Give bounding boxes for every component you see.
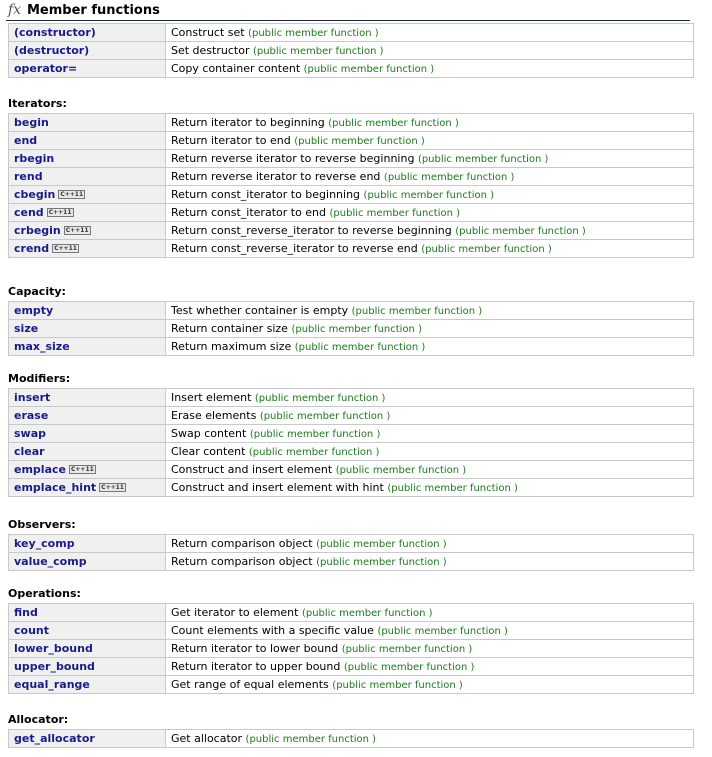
function-kind: (public member function )	[421, 243, 552, 255]
function-name-link[interactable]	[9, 479, 166, 497]
function-description-cell	[166, 204, 694, 222]
function-kind: (public member function )	[291, 323, 422, 335]
function-name-link[interactable]	[9, 114, 166, 132]
function-description: Return maximum size	[171, 339, 292, 353]
function-name-link[interactable]	[9, 407, 166, 425]
function-name-link[interactable]	[9, 604, 166, 622]
function-kind: (public member function )	[328, 117, 459, 129]
function-name-link[interactable]	[9, 42, 166, 60]
function-kind: (public member function )	[316, 556, 447, 568]
function-name-link[interactable]	[9, 150, 166, 168]
member-table	[8, 534, 694, 571]
table-row	[9, 553, 694, 571]
member-table	[8, 301, 694, 356]
function-name: erase	[14, 409, 49, 422]
table-row	[9, 604, 694, 622]
table-row	[9, 389, 694, 407]
group-label: Observers:	[8, 518, 76, 531]
function-kind: (public member function )	[335, 464, 467, 476]
table-row	[9, 640, 694, 658]
function-name: cbegin	[14, 188, 56, 201]
group-label: Modifiers:	[8, 372, 71, 385]
function-kind: (public member function )	[383, 171, 515, 183]
function-kind: (public member function )	[377, 625, 508, 637]
function-description: Clear content	[171, 444, 246, 458]
function-description: Get iterator to element	[171, 605, 299, 619]
function-kind: (public member function )	[254, 392, 386, 404]
function-description: Set destructor	[171, 43, 250, 57]
function-description-cell	[166, 553, 694, 571]
function-description-cell	[166, 42, 694, 60]
table-row	[9, 150, 694, 168]
function-description-cell	[166, 461, 694, 479]
function-kind: (public member function )	[249, 428, 381, 440]
function-name: key_comp	[14, 537, 75, 550]
section-title: Member functions	[27, 3, 160, 18]
function-icon: fx	[8, 2, 22, 18]
member-table	[8, 603, 694, 694]
function-kind: (public member function )	[316, 538, 447, 550]
function-name-link[interactable]	[9, 622, 166, 640]
group-label: Capacity:	[8, 285, 66, 298]
function-description-cell	[166, 443, 694, 461]
function-description-cell	[166, 640, 694, 658]
function-kind: (public member function )	[363, 189, 495, 201]
function-kind: (public member function )	[329, 207, 461, 219]
table-row	[9, 479, 694, 497]
member-table	[8, 113, 694, 258]
table-row	[9, 42, 694, 60]
function-name: end	[14, 134, 38, 147]
cpp11-badge: C++11	[65, 227, 89, 234]
cpp11-badge: C++11	[54, 245, 77, 252]
function-name: size	[14, 322, 39, 335]
table-row	[9, 443, 694, 461]
table-row	[9, 407, 694, 425]
cpp11-badge: C++11	[48, 209, 72, 216]
group-label: Allocator:	[8, 713, 69, 726]
function-description: Test whether container is empty	[171, 303, 349, 317]
function-description-cell	[166, 730, 694, 748]
function-description-cell	[166, 604, 694, 622]
function-kind: (public member function )	[294, 135, 425, 147]
function-name: lower_bound	[14, 642, 93, 655]
function-name-link[interactable]	[9, 320, 166, 338]
function-description-cell	[166, 320, 694, 338]
function-name: (destructor)	[14, 44, 90, 57]
function-kind: (public member function )	[248, 27, 379, 39]
table-row	[9, 204, 694, 222]
function-description: Return container size	[171, 321, 288, 335]
function-kind: (public member function )	[248, 446, 380, 458]
function-description-cell	[166, 535, 694, 553]
table-row	[9, 114, 694, 132]
function-kind: (public member function )	[245, 733, 377, 745]
function-name: begin	[14, 116, 49, 129]
function-description-cell	[166, 24, 694, 42]
table-row	[9, 186, 694, 204]
function-name-link[interactable]	[9, 730, 166, 748]
member-table	[8, 729, 694, 748]
function-name: count	[14, 624, 49, 637]
cpp11-badge: C++11	[101, 484, 124, 491]
function-description-cell	[166, 222, 694, 240]
function-name-link[interactable]	[9, 132, 166, 150]
table-row	[9, 168, 694, 186]
table-row	[9, 132, 694, 150]
function-name: cend	[14, 206, 44, 219]
function-name-link[interactable]	[9, 535, 166, 553]
table-row	[9, 60, 694, 78]
function-name-link[interactable]	[9, 425, 166, 443]
function-kind: (public member function )	[417, 153, 549, 165]
function-description: Return const_iterator to end	[171, 205, 327, 219]
function-name: upper_bound	[14, 660, 95, 673]
function-description: Construct set	[171, 25, 245, 39]
function-name: insert	[14, 391, 51, 404]
function-name-link[interactable]	[9, 640, 166, 658]
function-kind: (public member function )	[294, 341, 426, 353]
function-description: Get allocator	[171, 731, 243, 745]
function-description-cell	[166, 168, 694, 186]
function-description: Construct and insert element	[171, 462, 333, 476]
group-label: Operations:	[8, 587, 81, 600]
function-name: empty	[14, 304, 54, 317]
function-name: value_comp	[14, 555, 87, 568]
table-row	[9, 302, 694, 320]
function-description-cell	[166, 114, 694, 132]
function-description: Count elements with a specific value	[171, 623, 374, 637]
table-row	[9, 240, 694, 258]
function-name: emplace_hint	[14, 481, 97, 494]
member-table	[8, 23, 694, 78]
table-row	[9, 535, 694, 553]
function-name: get_allocator	[14, 732, 95, 745]
function-name: crend	[14, 242, 50, 255]
function-name-link[interactable]	[9, 658, 166, 676]
function-description: Return const_reverse_iterator to reverse end	[171, 241, 418, 255]
table-row	[9, 461, 694, 479]
function-name-link[interactable]	[9, 240, 166, 258]
function-name-link[interactable]	[9, 461, 166, 479]
function-name: crbegin	[14, 224, 61, 237]
function-description: Return iterator to end	[171, 133, 291, 147]
function-name-link[interactable]	[9, 204, 166, 222]
function-name-link[interactable]	[9, 676, 166, 694]
function-name: (constructor)	[14, 26, 96, 39]
function-name: swap	[14, 427, 47, 440]
function-name-link[interactable]	[9, 60, 166, 78]
function-description: Return comparison object	[171, 554, 313, 568]
function-description-cell	[166, 60, 694, 78]
table-row	[9, 676, 694, 694]
table-row	[9, 622, 694, 640]
function-kind: (public member function )	[351, 305, 483, 317]
function-name-link[interactable]	[9, 186, 166, 204]
function-description-cell	[166, 338, 694, 356]
function-description: Construct and insert element with hint	[171, 480, 384, 494]
function-description: Return iterator to lower bound	[171, 641, 339, 655]
function-kind: (public member function )	[341, 643, 473, 655]
function-description-cell	[166, 150, 694, 168]
function-description-cell	[166, 622, 694, 640]
table-row	[9, 338, 694, 356]
function-name-link[interactable]	[9, 302, 166, 320]
function-description: Return iterator to beginning	[171, 115, 325, 129]
function-description-cell	[166, 240, 694, 258]
function-description: Return const_iterator to beginning	[171, 187, 361, 201]
function-kind: (public member function )	[301, 607, 433, 619]
table-row	[9, 320, 694, 338]
function-kind: (public member function )	[259, 410, 391, 422]
function-description: Return reverse iterator to reverse end	[171, 169, 381, 183]
function-name-link[interactable]	[9, 553, 166, 571]
section-heading	[6, 2, 690, 21]
function-description-cell	[166, 407, 694, 425]
table-row	[9, 222, 694, 240]
function-kind: (public member function )	[303, 63, 435, 75]
table-row	[9, 425, 694, 443]
function-description: Get range of equal elements	[171, 677, 329, 691]
function-description: Insert element	[171, 390, 252, 404]
table-row	[9, 24, 694, 42]
function-name: clear	[14, 445, 45, 458]
function-name: emplace	[14, 463, 66, 476]
table-row	[9, 658, 694, 676]
function-name-link[interactable]	[9, 389, 166, 407]
function-description-cell	[166, 132, 694, 150]
function-name-link[interactable]	[9, 222, 166, 240]
function-name: rbegin	[14, 152, 55, 165]
function-name: rend	[14, 170, 43, 183]
function-name: max_size	[14, 340, 70, 353]
function-name-link[interactable]	[9, 24, 166, 42]
function-kind: (public member function )	[343, 661, 475, 673]
function-kind: (public member function )	[252, 45, 384, 57]
cpp11-badge: C++11	[60, 191, 84, 198]
function-name: operator=	[14, 62, 78, 75]
function-name-link[interactable]	[9, 443, 166, 461]
function-name: equal_range	[14, 678, 90, 691]
cpp11-badge: C++11	[70, 466, 94, 473]
table-row	[9, 730, 694, 748]
function-description: Swap content	[171, 426, 247, 440]
function-description-cell	[166, 425, 694, 443]
function-kind: (public member function )	[387, 482, 518, 494]
function-name-link[interactable]	[9, 168, 166, 186]
function-kind: (public member function )	[455, 225, 586, 237]
function-name: find	[14, 606, 38, 619]
function-description: Copy container content	[171, 61, 301, 75]
group-label: Iterators:	[8, 97, 67, 110]
function-description-cell	[166, 658, 694, 676]
function-description: Return const_reverse_iterator to reverse beginning	[171, 223, 452, 237]
function-description-cell	[166, 389, 694, 407]
function-description-cell	[166, 479, 694, 497]
function-description: Return iterator to upper bound	[171, 659, 341, 673]
function-description: Return reverse iterator to reverse beginning	[171, 151, 415, 165]
function-description: Erase elements	[171, 408, 257, 422]
function-description-cell	[166, 302, 694, 320]
function-name-link[interactable]	[9, 338, 166, 356]
function-kind: (public member function )	[332, 679, 463, 691]
member-table	[8, 388, 694, 497]
function-description-cell	[166, 186, 694, 204]
function-description: Return comparison object	[171, 536, 313, 550]
function-description-cell	[166, 676, 694, 694]
